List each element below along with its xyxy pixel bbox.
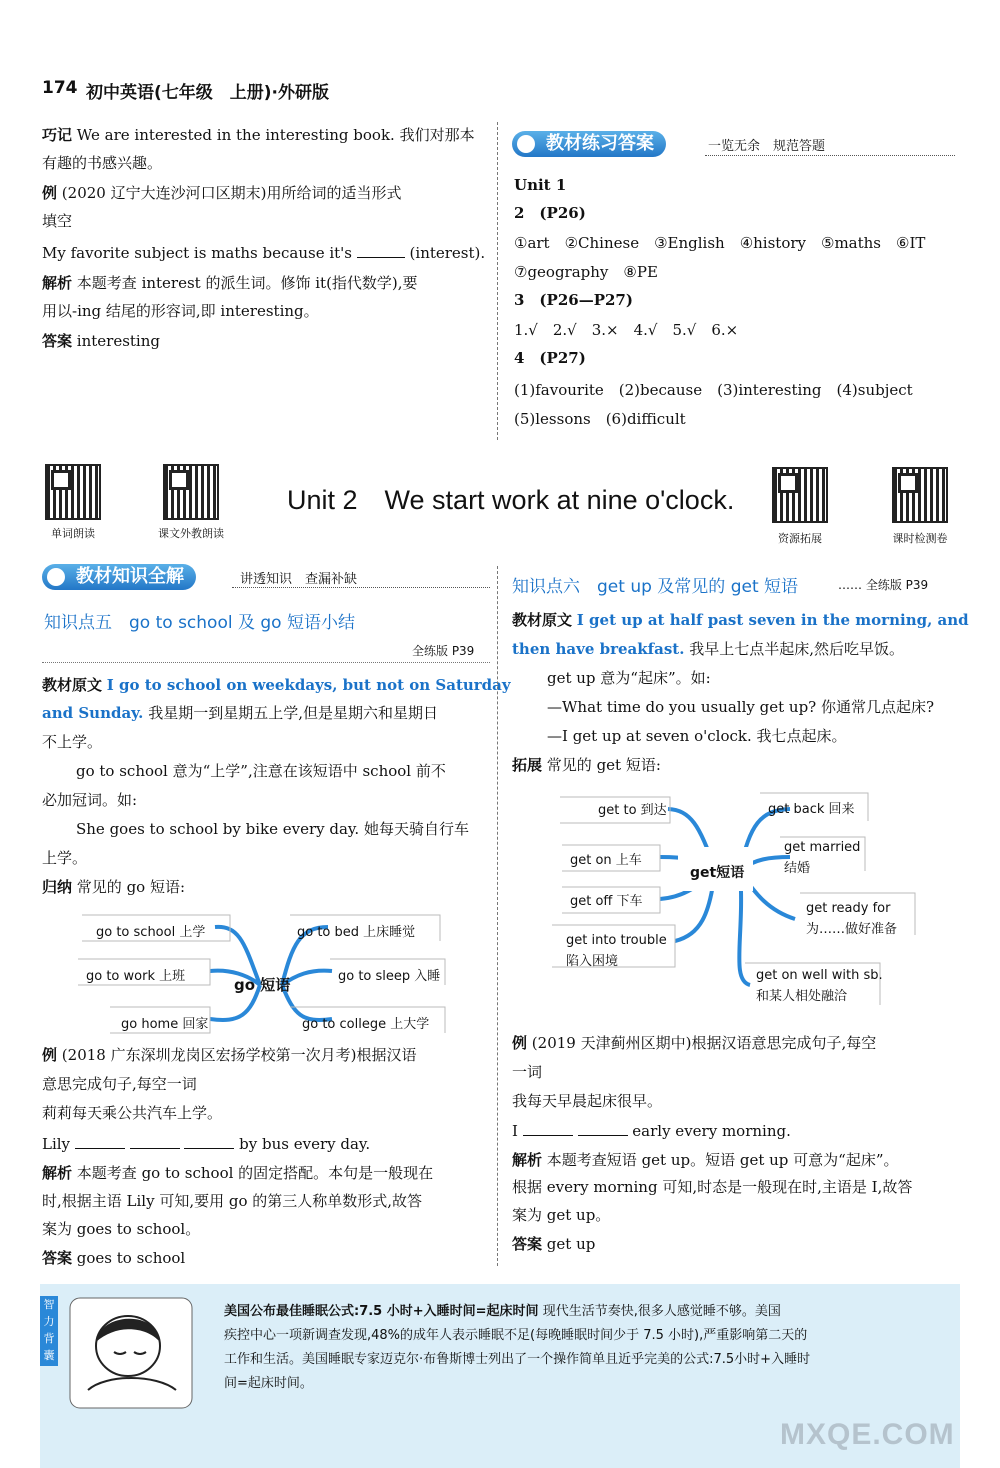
get-off-node: get off 下车	[570, 894, 643, 909]
qr-code-3[interactable]	[772, 467, 828, 523]
kp6-analysis-3: 案为 get up。	[512, 1206, 611, 1224]
kp6-example-2: 一词	[512, 1063, 543, 1081]
kp6-p2: —What time do you usually get up? 你通常几点起床?	[547, 698, 935, 716]
blank-5	[578, 1121, 628, 1136]
kp6-example-label: 例	[512, 1034, 528, 1052]
get-married-cn: 结婚	[784, 861, 811, 876]
kp6-answer	[512, 1231, 595, 1258]
summary-text: 常见的 go 短语:	[76, 878, 186, 896]
kp5-title: 知识点五 go to school 及 go 短语小结	[44, 613, 355, 633]
kp5-source-label: 教材原文	[42, 676, 103, 694]
tip-block	[42, 122, 475, 149]
get-ready-node: get ready for	[806, 901, 891, 916]
go-to-work-node: go to work 上班	[86, 969, 186, 984]
kp5-source-2	[42, 700, 438, 727]
example-text-2: 填空	[42, 212, 73, 230]
kp6-example-3: 我每天早晨起床很早。	[512, 1092, 663, 1110]
example-line	[42, 180, 401, 207]
get-on-well-node: get on well with sb.	[756, 968, 883, 983]
unit-title: Unit 2 We start work at nine o'clock.	[287, 485, 735, 515]
get-married-node: get married	[784, 840, 861, 855]
kp6-p1: get up 意为“起床”。如:	[547, 669, 711, 687]
get-into-trouble-node: get into trouble	[566, 933, 667, 948]
kp6-analysis-2: 根据 every morning 可知,时态是一般现在时,主语是 I,故答	[512, 1178, 913, 1196]
kp6-source-label: 教材原文	[512, 611, 573, 629]
kp6-title: 知识点六 get up 及常见的 get 短语	[512, 577, 799, 597]
kp6-q-subject: I	[512, 1122, 518, 1140]
kp5-source-en-2: and Sunday.	[42, 704, 144, 722]
kp6-example-question	[512, 1118, 791, 1145]
go-mindmap-center: go 短语	[234, 976, 291, 994]
kp6-ref: …… 全练版 P39	[838, 578, 929, 592]
get-into-trouble-cn: 陷入困境	[566, 954, 619, 969]
qr-code-2[interactable]	[163, 464, 219, 520]
footer-text-1: 现代生活节奏快,很多人感觉睡不够。美国	[542, 1304, 781, 1319]
qr-caption-2: 课文外教朗读	[158, 527, 224, 540]
footer-line-1	[224, 1300, 781, 1324]
kp5-source-cn-3: 不上学。	[42, 733, 103, 751]
kp6-answer-label: 答案	[512, 1235, 543, 1253]
go-to-school-node: go to school 上学	[96, 925, 206, 940]
analysis-text: 本题考查 interest 的派生词。修饰 it(指代数学),要	[76, 274, 418, 292]
qr-caption-1: 单词朗读	[51, 527, 95, 540]
blank-3	[184, 1134, 234, 1149]
extension-text: 常见的 get 短语:	[546, 756, 661, 774]
question-text: My favorite subject is maths because it's	[42, 244, 352, 262]
blank-1	[75, 1134, 125, 1149]
kp5-answer	[42, 1245, 185, 1272]
kp5-analysis-text: 本题考查 go to school 的固定搭配。本句是一般现在	[76, 1164, 434, 1182]
kp5-q-tail: by bus every day.	[239, 1135, 371, 1153]
answers-unit: Unit 1	[514, 176, 567, 194]
kp6-answer-text: get up	[546, 1235, 596, 1253]
kp5-example-question	[42, 1131, 370, 1158]
kp6-source	[512, 607, 969, 634]
analysis-line	[42, 270, 418, 297]
example-text: (2020 辽宁大连沙河口区期末)用所给词的适当形式	[61, 184, 402, 202]
kp6-analysis	[512, 1147, 899, 1174]
kp5-q-subject: Lily	[42, 1135, 71, 1153]
footer-text-2: 疾控中心一项新调查发现,48%的成年人表示睡眠不足(每晚睡眠时间少于 7.5 小时),严重影响第二天的	[224, 1328, 808, 1343]
kp6-extension	[512, 752, 661, 779]
qr-code-1[interactable]	[45, 464, 101, 520]
kp5-p1-2: 必加冠词。如:	[42, 791, 138, 809]
summary-label: 归纳	[42, 878, 73, 896]
get-on-node: get on 上车	[570, 853, 642, 868]
answers-banner-text: 教材练习答案	[546, 133, 654, 154]
get-mindmap-center: get短语	[690, 865, 745, 881]
tip-text: We are interested in the interesting book. 我们对那本	[76, 126, 475, 144]
go-to-bed-node: go to bed 上床睡觉	[297, 925, 416, 940]
kp6-analysis-label: 解析	[512, 1151, 543, 1169]
watermark: MXQE.COM	[780, 1418, 955, 1451]
speaker-icon-2	[47, 568, 65, 586]
kp6-p3: —I get up at seven o'clock. 我七点起床。	[547, 727, 847, 745]
kp5-summary	[42, 874, 185, 901]
kp6-example-text: (2019 天津蓟州区期中)根据汉语意思完成句子,每空	[531, 1034, 877, 1052]
answer-label: 答案	[42, 332, 73, 350]
kp6-source-en: I get up at half past seven in the morning, and	[576, 611, 969, 629]
kp5-p2-2: 上学。	[42, 849, 88, 867]
footer-side-label: 智力背囊	[40, 1296, 58, 1366]
get-back-node: get back 回来	[768, 802, 855, 817]
footer-text-4: 间=起床时间。	[224, 1376, 313, 1391]
answers-banner	[512, 131, 666, 157]
example-label: 例	[42, 184, 58, 202]
qr-caption-3: 资源拓展	[778, 532, 822, 545]
analysis-label: 解析	[42, 274, 73, 292]
kp5-source-en: I go to school on weekdays, but not on Saturday	[106, 676, 511, 694]
kp5-analysis-3: 案为 goes to school。	[42, 1220, 201, 1238]
kp5-analysis	[42, 1160, 433, 1187]
get-to-node: get to 到达	[598, 803, 667, 818]
kp5-analysis-label: 解析	[42, 1164, 73, 1182]
kp5-rule	[42, 662, 490, 663]
kp5-example-label: 例	[42, 1046, 58, 1064]
kp5-example-3: 莉莉每天乘公共汽车上学。	[42, 1104, 223, 1122]
sleeping-child-illustration	[66, 1294, 196, 1412]
kp6-source-2	[512, 636, 904, 663]
kp6-source-cn: 我早上七点半起床,然后吃早饭。	[689, 640, 904, 658]
go-to-college-node: go to college 上大学	[302, 1017, 430, 1032]
answers-q4-line2: (5)lessons (6)difficult	[514, 410, 686, 428]
kp6-example	[512, 1030, 876, 1057]
kp5-example	[42, 1042, 416, 1069]
knowledge-banner-text: 教材知识全解	[76, 566, 184, 587]
footer-text-3: 工作和生活。美国睡眠专家迈克尔·布鲁斯博士列出了一个操作简单且近乎完美的公式:7.5小时+入睡时	[224, 1352, 811, 1367]
blank-2	[130, 1134, 180, 1149]
footer-title: 美国公布最佳睡眠公式:7.5 小时+入睡时间=起床时间	[224, 1304, 539, 1319]
get-ready-cn: 为……做好准备	[806, 922, 898, 937]
kp5-example-2: 意思完成句子,每空一词	[42, 1075, 197, 1093]
kp5-example-text: (2018 广东深圳龙岗区宏扬学校第一次月考)根据汉语	[61, 1046, 417, 1064]
column-divider-2	[497, 566, 498, 1266]
kp6-source-en-2: then have breakfast.	[512, 640, 685, 658]
answers-q4: 4 (P27)	[514, 349, 586, 367]
kp6-analysis-text: 本题考查短语 get up。短语 get up 可意为“起床”。	[546, 1151, 899, 1169]
kp5-p1: go to school 意为“上学”,注意在该短语中 school 前不	[76, 762, 446, 780]
answer-text: interesting	[76, 332, 160, 350]
book-title: 初中英语(七年级 上册)·外研版	[86, 83, 329, 103]
answer-line	[42, 328, 160, 355]
tip-text-2: 有趣的书感兴趣。	[42, 154, 163, 172]
kp5-source	[42, 672, 511, 699]
tip-label: 巧记	[42, 126, 73, 144]
answers-q2-line1: ①art ②Chinese ③English ④history ⑤maths ⑥IT	[514, 234, 926, 252]
answers-q2-line2: ⑦geography ⑧PE	[514, 263, 658, 281]
kp5-p2: She goes to school by bike every day. 她每天骑自行车	[76, 820, 469, 838]
answers-q3: 3 (P26—P27)	[514, 291, 633, 309]
qr-caption-4: 课时检测卷	[892, 532, 948, 545]
go-to-sleep-node: go to sleep 入睡	[338, 969, 441, 984]
speaker-icon	[517, 135, 535, 153]
answers-q3-line: 1.√ 2.√ 3.× 4.√ 5.√ 6.×	[514, 321, 739, 339]
kp5-source-cn: 我星期一到星期五上学,但是星期六和星期日	[148, 704, 438, 722]
blank-4	[523, 1121, 573, 1136]
column-divider	[497, 122, 498, 440]
kp5-answer-text: goes to school	[76, 1249, 186, 1267]
kp5-analysis-2: 时,根据主语 Lily 可知,要用 go 的第三人称单数形式,故答	[42, 1192, 423, 1210]
knowledge-banner	[42, 564, 196, 590]
page-number: 174	[42, 78, 78, 98]
banner-rule	[232, 587, 490, 588]
qr-code-4[interactable]	[892, 467, 948, 523]
kp5-answer-label: 答案	[42, 1249, 73, 1267]
question-line	[42, 240, 485, 267]
subtitle-rule	[705, 155, 955, 156]
answer-blank	[357, 243, 405, 258]
go-home-node: go home 回家	[121, 1017, 209, 1032]
analysis-text-2: 用以-ing 结尾的形容词,即 interesting。	[42, 302, 319, 320]
answers-q2: 2 (P26)	[514, 204, 586, 222]
answers-q4-line1: (1)favourite (2)because (3)interesting (4)subject	[514, 381, 913, 399]
extension-label: 拓展	[512, 756, 543, 774]
kp6-q-tail: early every morning.	[632, 1122, 791, 1140]
kp5-ref: 全练版 P39	[412, 644, 475, 658]
answers-subtitle: 一览无余 规范答题	[708, 139, 826, 154]
get-on-well-cn: 和某人相处融洽	[756, 989, 848, 1004]
question-tail: (interest).	[409, 244, 486, 262]
knowledge-banner-sub: 讲透知识 查漏补缺	[240, 572, 358, 587]
